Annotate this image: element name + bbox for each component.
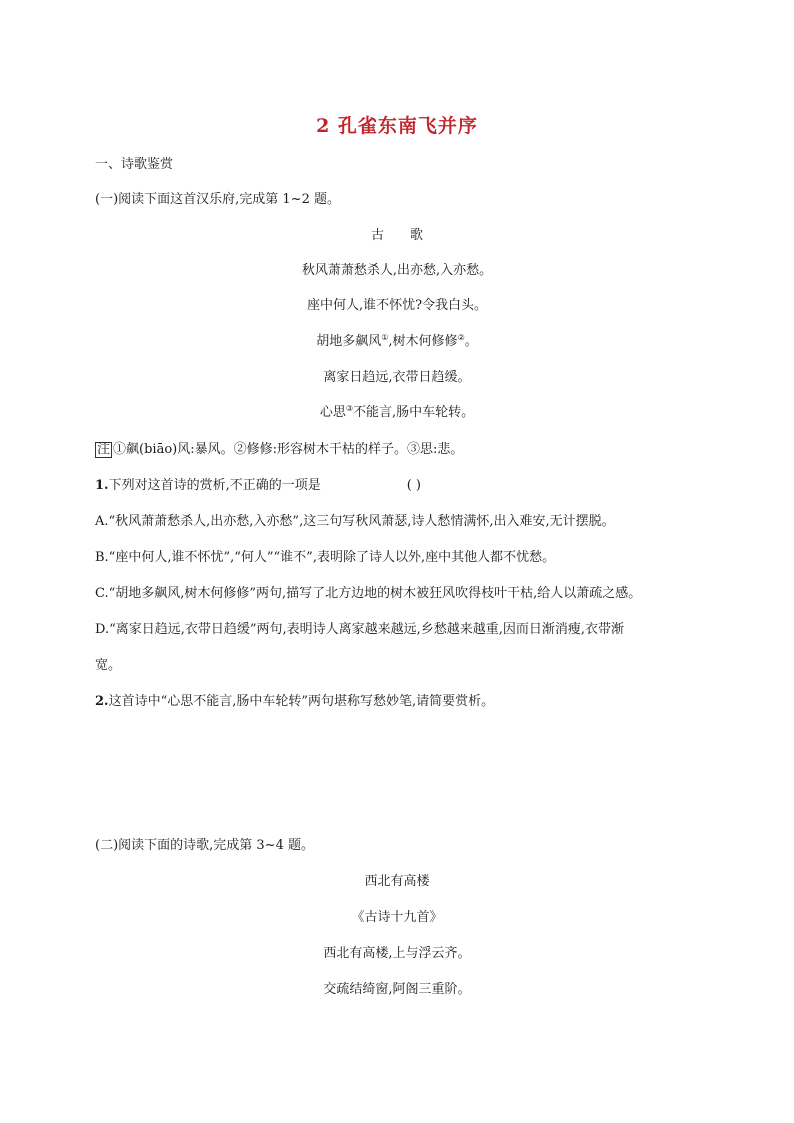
section-heading: 一、诗歌鉴赏 xyxy=(95,157,174,172)
poem1-title-char2: 歌 xyxy=(410,228,424,243)
poem1-line-5-part-b: 不能言,肠中车轮转。 xyxy=(353,405,475,420)
part2-instruction: (二)阅读下面的诗歌,完成第 3~4 题。 xyxy=(95,838,314,853)
option-b: B.“座中何人,谁不怀忧”,“何人”“谁不”,表明除了诗人以外,座中其他人都不忧愁。 xyxy=(95,550,556,565)
answer-blank: ( ) xyxy=(406,478,421,493)
note-label-box: 注 xyxy=(97,442,111,457)
poem2-title: 西北有高楼 xyxy=(364,874,430,889)
poem1-line-3-part-b: ,树木何修修 xyxy=(388,334,458,349)
poem1-title xyxy=(0,228,794,244)
poem2-line-2: 交疏结绮窗,阿阁三重阶。 xyxy=(323,982,471,997)
poem2-source: 《古诗十九首》 xyxy=(351,910,443,925)
question-2-text: 这首诗中“心思不能言,肠中车轮转”两句堪称写愁妙笔,请简要赏析。 xyxy=(108,694,495,709)
poem1-line-3 xyxy=(0,334,794,350)
option-d-line-2: 宽。 xyxy=(95,658,122,673)
page-title: 2 孔雀东南飞并序 xyxy=(316,115,478,137)
part1-instruction: (一)阅读下面这首汉乐府,完成第 1~2 题。 xyxy=(95,192,340,207)
option-d-line-1: D.“离家日趋远,衣带日趋缓”两句,表明诗人离家越来越远,乡愁越来越重,因而日渐消瘦,衣带渐 xyxy=(95,622,625,637)
footnote-ref-1: ① xyxy=(381,333,389,342)
question-2 xyxy=(95,694,494,710)
poem1-line-5-part-a: 心思 xyxy=(319,405,346,420)
note-text: ①飙(biāo)风:暴风。②修修:形容树木干枯的样子。③思:悲。 xyxy=(113,442,464,457)
footnote-ref-2: ② xyxy=(457,333,465,342)
poem1-line-3-part-c: 。 xyxy=(464,334,478,349)
question-1-text: 下列对这首诗的赏析,不正确的一项是 xyxy=(108,478,321,493)
poem1-line-5 xyxy=(0,405,794,421)
option-a: A.“秋风萧萧愁杀人,出亦愁,入亦愁”,这三句写秋风萧瑟,诗人愁情满怀,出入难安,无计摆脱。 xyxy=(95,514,615,529)
option-c: C.“胡地多飙风,树木何修修”两句,描写了北方边地的树木被狂风吹得枝叶干枯,给人以萧疏之感。 xyxy=(95,586,642,601)
poem1-line-4: 离家日趋远,衣带日趋缓。 xyxy=(323,370,471,385)
poem1-line-2: 座中何人,谁不怀忧?令我白头。 xyxy=(306,298,488,313)
footnote-ref-3: ③ xyxy=(345,404,354,413)
footnote xyxy=(95,442,463,458)
poem2-line-1: 西北有高楼,上与浮云齐。 xyxy=(323,946,471,961)
poem1-line-3-part-a: 胡地多飙风 xyxy=(316,334,382,349)
poem1-line-1: 秋风萧萧愁杀人,出亦愁,入亦愁。 xyxy=(301,263,493,278)
question-2-number: 2. xyxy=(95,694,109,709)
question-1-number: 1. xyxy=(95,478,109,493)
question-1 xyxy=(95,478,421,494)
poem1-title-char1: 古 xyxy=(370,228,384,243)
